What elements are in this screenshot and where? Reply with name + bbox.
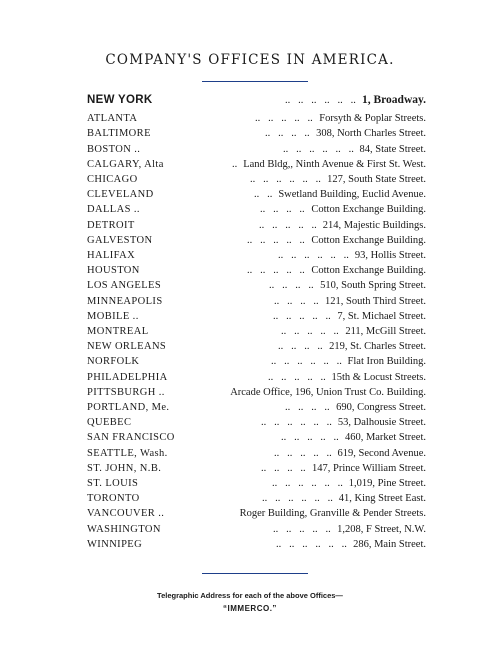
office-city: DALLAS .. [87, 204, 140, 216]
office-city: SEATTLE, Wash. [87, 447, 168, 459]
office-row [0, 354, 500, 369]
office-address: Roger Building, Granville & Pender Streets. [239, 508, 426, 520]
office-address: 1, Broadway. [361, 94, 426, 106]
office-row [0, 522, 500, 537]
office-city: PITTSBURGH .. [87, 386, 165, 398]
office-address: 1,208, F Street, N.W. [337, 523, 426, 535]
leader-dots: .. .. .. .. .. [247, 265, 305, 277]
office-address: 211, McGill Street. [345, 326, 426, 337]
leader-dots: .. .. [254, 189, 273, 201]
office-city: TORONTO [87, 493, 140, 505]
office-city: ATLANTA [87, 113, 138, 125]
office-row [0, 187, 500, 202]
office-row [0, 202, 500, 217]
office-row [0, 385, 500, 400]
office-city: CALGARY, Alta [87, 158, 164, 170]
office-city: SAN FRANCISCO [87, 432, 175, 444]
office-row [0, 111, 500, 126]
office-city: NORFOLK [87, 356, 140, 368]
office-address: 93, Hollis Street. [354, 250, 426, 261]
office-row [0, 233, 500, 248]
leader-dots: .. .. .. .. .. .. [278, 250, 349, 261]
office-address: Cotton Exchange Building. [311, 204, 426, 216]
office-address: 15th & Locust Streets. [331, 371, 426, 383]
leader-dots: .. .. .. .. .. .. [262, 493, 333, 505]
office-city: ST. JOHN, N.B. [87, 462, 162, 474]
office-row [0, 218, 500, 233]
leader-dots: .. .. .. .. .. .. [285, 95, 356, 106]
office-address: 690, Congress Street. [336, 402, 426, 413]
leader-dots: .. .. .. .. .. [273, 310, 331, 322]
office-row [0, 309, 500, 324]
office-row [0, 491, 500, 506]
office-address: Land Bldg,, Ninth Avenue & First St. West. [243, 158, 426, 170]
telegraphic-address-value: “IMMERCO.” [223, 604, 277, 613]
office-address: Flat Iron Building. [347, 356, 426, 368]
office-city: MONTREAL [87, 326, 149, 337]
office-address: 7, St. Michael Street. [337, 310, 426, 322]
leader-dots: .. .. .. .. [269, 280, 314, 292]
leader-dots: .. .. .. .. .. .. [271, 356, 342, 368]
office-city: HOUSTON [87, 265, 140, 277]
office-city: HALIFAX [87, 250, 136, 261]
leader-dots: .. .. .. .. .. [273, 523, 331, 535]
office-row [0, 294, 500, 309]
leader-dots: .. .. .. .. .. .. [272, 478, 343, 489]
leader-dots: .. .. .. .. .. [255, 113, 313, 125]
office-row [0, 537, 500, 552]
office-address: 127, South State Street. [327, 174, 426, 185]
office-address: 121, South Third Street. [324, 295, 426, 307]
office-city: NEW ORLEANS [87, 341, 167, 353]
office-row [0, 172, 500, 187]
leader-dots: .. [232, 158, 238, 170]
office-row [0, 476, 500, 491]
top-divider [202, 81, 308, 82]
leader-dots: .. .. .. .. .. [274, 447, 332, 459]
leader-dots: .. .. .. .. .. .. [276, 538, 347, 550]
office-address: 41, King Street East. [338, 493, 426, 505]
leader-dots: .. .. .. .. [285, 402, 330, 413]
office-city: CHICAGO [87, 174, 138, 185]
office-address: 460, Market Street. [344, 432, 426, 444]
office-city: BALTIMORE [87, 128, 151, 140]
office-city: WINNIPEG [87, 538, 143, 550]
office-address: 84, State Street. [359, 143, 426, 155]
office-row [0, 263, 500, 278]
leader-dots: .. .. .. .. .. [281, 326, 339, 337]
office-city: VANCOUVER .. [87, 508, 165, 520]
office-row [0, 93, 500, 108]
office-row [0, 446, 500, 461]
office-city: MINNEAPOLIS [87, 295, 163, 307]
office-row [0, 415, 500, 430]
leader-dots: .. .. .. .. [265, 128, 310, 140]
office-row [0, 461, 500, 476]
office-city: PORTLAND, Me. [87, 402, 170, 413]
office-address: 619, Second Avenue. [337, 447, 426, 459]
office-row [0, 248, 500, 263]
leader-dots: .. .. .. .. .. .. [250, 174, 321, 185]
office-address: 214, Majestic Buildings. [322, 219, 426, 231]
leader-dots: .. .. .. .. [278, 341, 323, 353]
bottom-divider [202, 573, 308, 574]
office-address: 219, St. Charles Street. [329, 341, 426, 353]
office-row [0, 339, 500, 354]
leader-dots: .. .. .. .. .. [268, 371, 326, 383]
office-address: 1,019, Pine Street. [348, 478, 426, 489]
page-title: COMPANY'S OFFICES IN AMERICA. [105, 52, 395, 68]
office-city: NEW YORK [87, 94, 153, 106]
office-row [0, 400, 500, 415]
leader-dots: .. .. .. .. .. .. [283, 143, 354, 155]
office-city: MOBILE .. [87, 310, 139, 322]
office-row [0, 142, 500, 157]
office-city: CLEVELAND [87, 189, 154, 201]
office-city: BOSTON .. [87, 143, 141, 155]
office-address: 147, Prince William Street. [312, 462, 426, 474]
office-row [0, 506, 500, 521]
office-row [0, 126, 500, 141]
leader-dots: .. .. .. .. [274, 295, 319, 307]
office-row [0, 324, 500, 339]
office-address: Arcade Office, 196, Union Trust Co. Building. [230, 386, 426, 398]
office-city: ST. LOUIS [87, 478, 139, 489]
office-address: 510, South Spring Street. [320, 280, 426, 292]
office-city: WASHINGTON [87, 523, 161, 535]
office-city: GALVESTON [87, 234, 153, 246]
office-address: Cotton Exchange Building. [311, 265, 426, 277]
office-city: LOS ANGELES [87, 280, 162, 292]
office-address: Swetland Building, Euclid Avenue. [278, 189, 426, 201]
office-address: 286, Main Street. [353, 538, 426, 550]
telegraphic-address-label: Telegraphic Address for each of the above Offices— [157, 591, 343, 600]
office-address: 53, Dalhousie Street. [337, 417, 426, 429]
office-row [0, 157, 500, 172]
leader-dots: .. .. .. .. .. [247, 234, 305, 246]
leader-dots: .. .. .. .. .. [259, 219, 317, 231]
office-address: 308, North Charles Street. [316, 128, 426, 140]
office-city: QUEBEC [87, 417, 132, 429]
leader-dots: .. .. .. .. .. .. [261, 417, 332, 429]
office-address: Cotton Exchange Building. [311, 234, 426, 246]
leader-dots: .. .. .. .. [261, 462, 306, 474]
office-row [0, 430, 500, 445]
office-row [0, 370, 500, 385]
office-city: PHILADELPHIA [87, 371, 168, 383]
leader-dots: .. .. .. .. [260, 204, 305, 216]
office-row [0, 278, 500, 293]
office-address: Forsyth & Poplar Streets. [319, 113, 426, 125]
office-city: DETROIT [87, 219, 135, 231]
leader-dots: .. .. .. .. .. [281, 432, 339, 444]
